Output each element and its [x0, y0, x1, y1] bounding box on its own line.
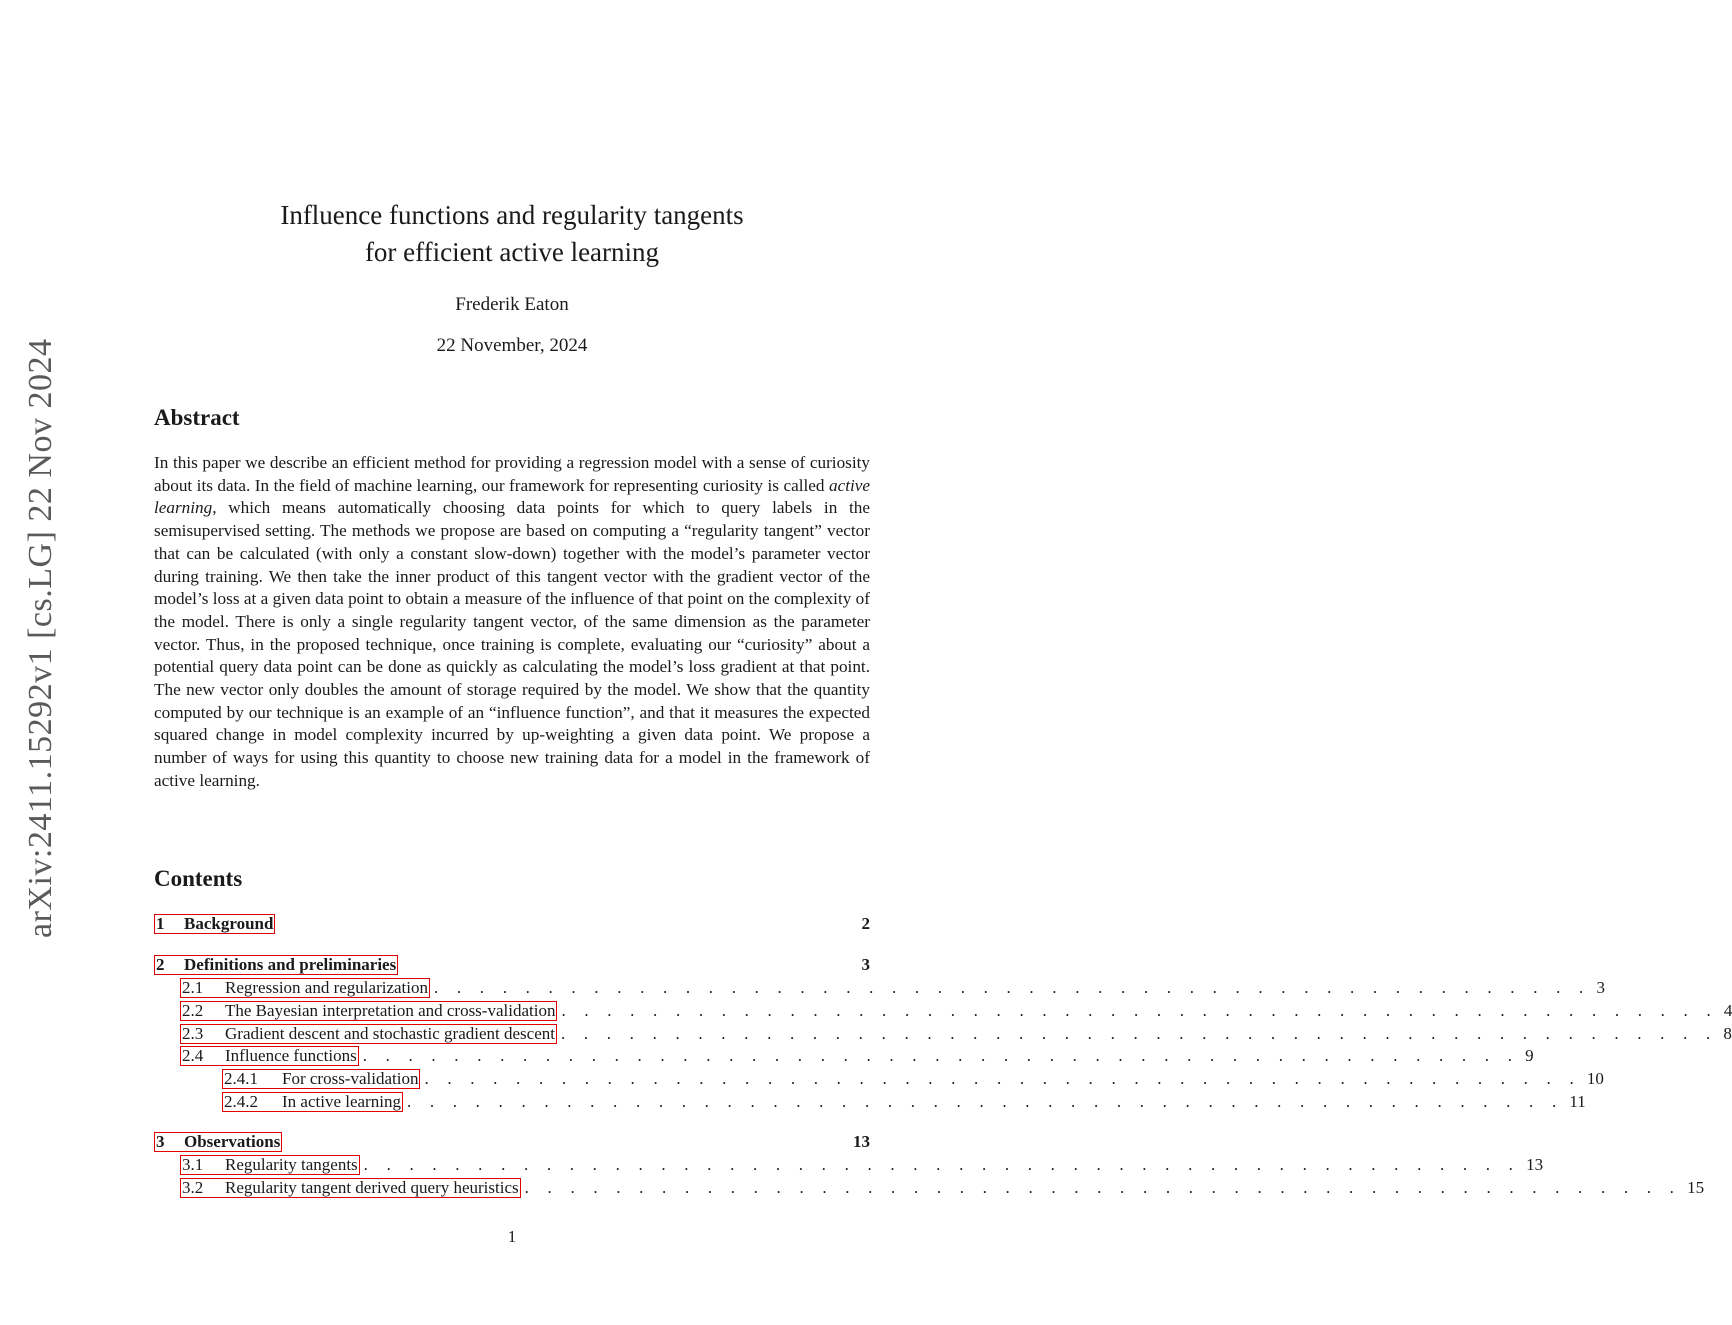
- toc-leader-dots: . . . . . . . . . . . . . . . . . . . . . . . . . . . . . . . . . . . . . . . . . . . . . . . . . . .: [524, 1178, 1682, 1197]
- toc-title: Definitions and preliminaries: [184, 955, 397, 974]
- toc-page-number: 13: [853, 1132, 870, 1151]
- abstract-heading: Abstract: [154, 405, 240, 430]
- toc-number: 1: [156, 914, 165, 933]
- toc-page-number: 4: [1723, 1001, 1732, 1020]
- toc-link[interactable]: [180, 1178, 521, 1198]
- toc-entry-3-1[interactable]: [180, 1153, 1544, 1176]
- toc-entry-2-4-1[interactable]: [222, 1067, 1604, 1090]
- toc-number: 2.3: [182, 1024, 204, 1043]
- toc-title: Influence functions: [225, 1046, 357, 1065]
- toc-entry-2-4-2[interactable]: [222, 1090, 1586, 1113]
- toc-entry-2[interactable]: [154, 953, 870, 976]
- toc-page-number: 9: [1525, 1046, 1534, 1065]
- toc-number: 2.4.2: [224, 1092, 258, 1111]
- toc-page-number: 2: [861, 914, 870, 933]
- author-name: Frederik Eaton: [455, 294, 569, 315]
- toc-link[interactable]: [180, 1001, 557, 1021]
- toc-entry-1[interactable]: [154, 912, 870, 935]
- toc-number: 3: [156, 1132, 165, 1151]
- toc-number: 3.2: [182, 1178, 204, 1197]
- abstract-text-part-1: In this paper we describe an efficient method for providing a regression model with a sense of curiosity about its data. In the field of machine learning, our framework for representing curiosity is called: [154, 453, 870, 495]
- toc-number: 2: [156, 955, 165, 974]
- toc-title: Regression and regularization: [225, 978, 428, 997]
- toc-number: 2.4: [182, 1046, 204, 1065]
- toc-title: In active learning: [282, 1092, 401, 1111]
- contents-heading: Contents: [154, 866, 243, 891]
- toc-title: Regularity tangent derived query heuristics: [225, 1178, 519, 1197]
- toc-link[interactable]: [222, 1069, 420, 1089]
- arxiv-side-stamp: arXiv:2411.15292v1 [cs.LG] 22 Nov 2024: [22, 338, 59, 938]
- toc-leader-dots: . . . . . . . . . . . . . . . . . . . . . . . . . . . . . . . . . . . . . . . . . . . . . . . . . . .: [362, 1046, 1520, 1065]
- toc-entry-3[interactable]: [154, 1130, 870, 1153]
- toc-link[interactable]: [180, 1155, 360, 1175]
- toc-page-number: 8: [1723, 1024, 1732, 1043]
- toc-leader-dots: . . . . . . . . . . . . . . . . . . . . . . . . . . . . . . . . . . . . . . . . . . . . . . . . . . .: [363, 1155, 1521, 1174]
- toc-title: Regularity tangents: [225, 1155, 358, 1174]
- abstract-text-part-2: , which means automatically choosing data points for which to query labels in the semisupervised setting. The methods we propose are based on computing a “regularity tangent” vector that can be calculated (with only a constant slow-down) together with the model’s parameter vector during training. We then take the inner product of this tangent vector with the gradient vector of the model’s loss at a given data point to obtain a measure of the influence of that point on the complexity of the model. There is only a single regularity tangent vector, of the same dimension as the parameter vector. Thus, in the proposed technique, once training is complete, evaluating our “curiosity” about a potential query data point can be done as quickly as calculating the model’s loss gradient at that point. The new vector only doubles the amount of storage required by the model. We show that the quantity computed by our technique is an example of an “influence function”, and that it measures the expected squared change in model complexity incurred by up-weighting a given data point. We propose a number of ways for using this quantity to choose new training data for a model in the framework of active learning.: [154, 498, 870, 790]
- abstract-emphasis: active learning: [154, 475, 870, 518]
- toc-number: 3.1: [182, 1155, 204, 1174]
- title-line-2: for efficient active learning: [364, 237, 660, 267]
- toc-link[interactable]: [180, 1046, 359, 1066]
- toc-leader-dots: . . . . . . . . . . . . . . . . . . . . . . . . . . . . . . . . . . . . . . . . . . . . . . . . . . .: [560, 1024, 1718, 1043]
- toc-entry-2-3[interactable]: [180, 1022, 1732, 1045]
- toc-number: 2.1: [182, 978, 204, 997]
- toc-leader-dots: . . . . . . . . . . . . . . . . . . . . . . . . . . . . . . . . . . . . . . . . . . . . . . . . . . .: [406, 1092, 1564, 1111]
- toc-entry-2-2[interactable]: [180, 999, 1732, 1022]
- toc-title: Background: [184, 914, 274, 933]
- toc-link[interactable]: [222, 1092, 403, 1112]
- toc-entry-2-1[interactable]: [180, 976, 1605, 999]
- toc-link[interactable]: [154, 914, 275, 934]
- toc-number: 2.2: [182, 1001, 204, 1020]
- toc-title: Observations: [184, 1132, 281, 1151]
- toc-entry-2-4[interactable]: [180, 1044, 1534, 1067]
- paper-title: [154, 197, 870, 271]
- toc-link[interactable]: [154, 955, 398, 975]
- toc-title: For cross-validation: [282, 1069, 419, 1088]
- toc-page-number: 15: [1687, 1178, 1705, 1197]
- toc-entry-3-2[interactable]: [180, 1176, 1705, 1199]
- toc-leader-dots: . . . . . . . . . . . . . . . . . . . . . . . . . . . . . . . . . . . . . . . . . . . . . . . . . . .: [561, 1001, 1718, 1020]
- toc-page-number: 10: [1586, 1069, 1604, 1088]
- toc-link[interactable]: [154, 1132, 282, 1152]
- publication-date: 22 November, 2024: [436, 335, 588, 356]
- toc-number: 2.4.1: [224, 1069, 258, 1088]
- page-number: 1: [507, 1227, 517, 1246]
- toc-link[interactable]: [180, 1024, 557, 1044]
- toc-leader-dots: . . . . . . . . . . . . . . . . . . . . . . . . . . . . . . . . . . . . . . . . . . . . . . . . . . .: [434, 978, 1591, 997]
- toc-page-number: 3: [861, 955, 870, 974]
- toc-page-number: 3: [1596, 978, 1605, 997]
- toc-page-number: 11: [1569, 1092, 1586, 1111]
- abstract-text: [154, 452, 870, 793]
- toc-title: Gradient descent and stochastic gradient descent: [225, 1024, 555, 1043]
- toc-link[interactable]: [180, 978, 430, 998]
- title-line-1: Influence functions and regularity tangents: [280, 200, 744, 230]
- toc-title: The Bayesian interpretation and cross-validation: [225, 1001, 556, 1020]
- toc-page-number: 13: [1526, 1155, 1544, 1174]
- toc-leader-dots: . . . . . . . . . . . . . . . . . . . . . . . . . . . . . . . . . . . . . . . . . . . . . . . . . . .: [424, 1069, 1581, 1088]
